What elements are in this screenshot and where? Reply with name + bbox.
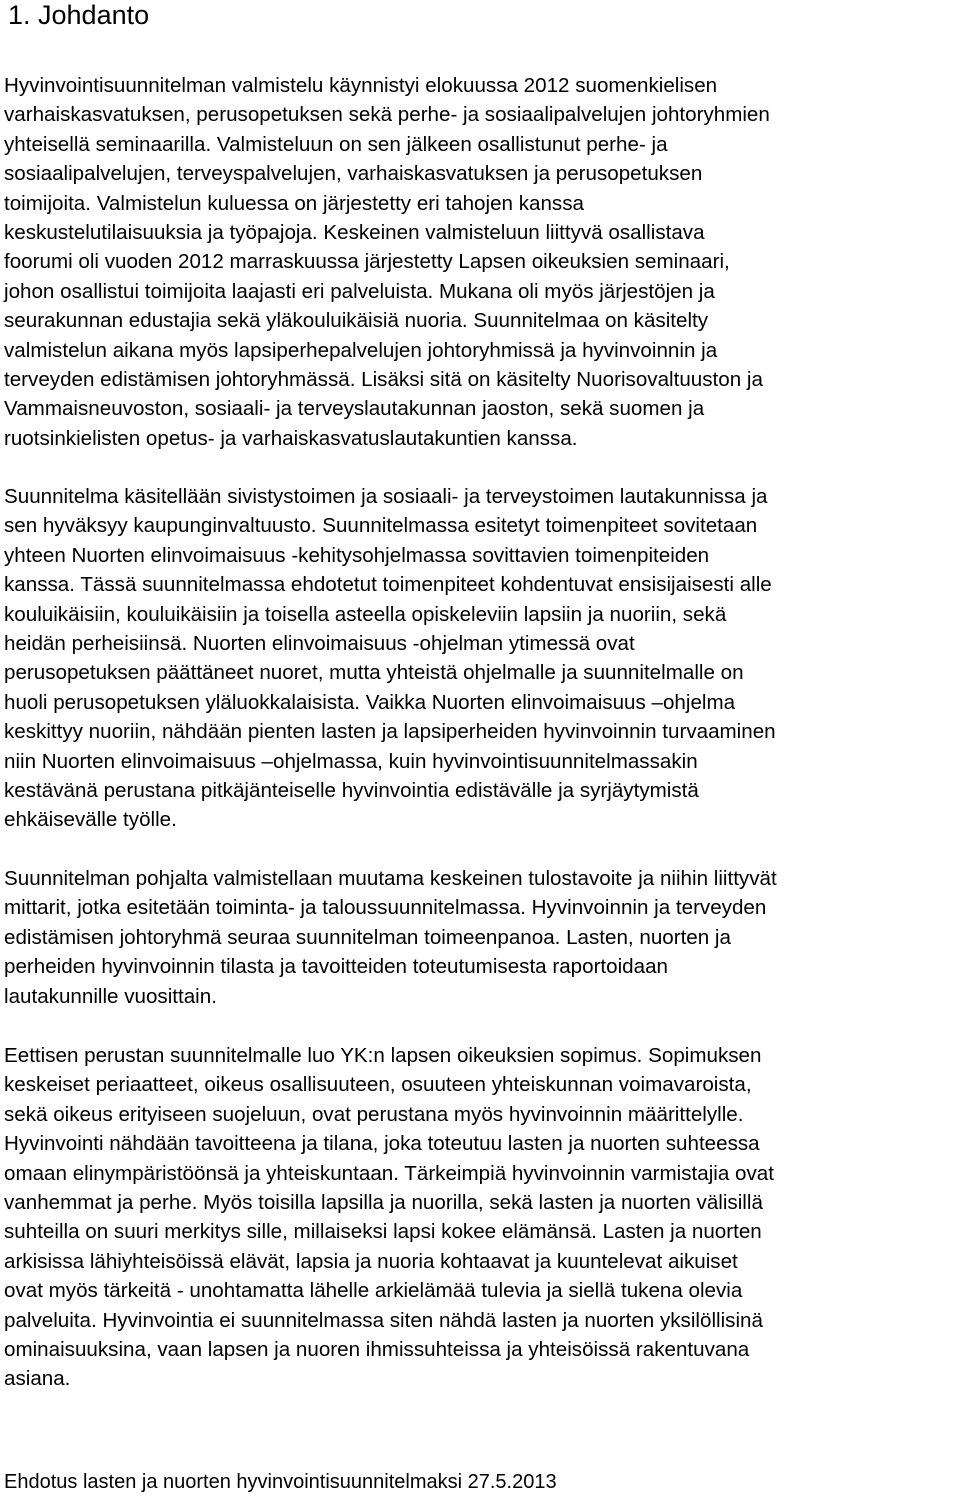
- text-line: vanhemmat ja perhe. Myös toisilla lapsilla ja nuorilla, sekä lasten ja nuorten välisillä: [4, 1191, 763, 1215]
- text-line: ominaisuuksina, vaan lapsen ja nuoren ihmissuhteissa ja yhteisöissä rakentuvana: [4, 1338, 750, 1362]
- text-line: heidän perheisiinsä. Nuorten elinvoimaisuus -ohjelman ytimessä ovat: [4, 632, 635, 656]
- text-line: toimijoita. Valmistelun kuluessa on järjestetty eri tahojen kanssa: [4, 191, 584, 215]
- text-line: varhaiskasvatuksen, perusopetuksen sekä perhe- ja sosiaalipalvelujen johtoryhmien: [4, 103, 770, 127]
- text-line: keskeiset periaatteet, oikeus osallisuuteen, osuuteen yhteiskunnan voimavaroista,: [4, 1073, 752, 1097]
- text-line: kanssa. Tässä suunnitelmassa ehdotetut toimenpiteet kohdentuvat ensisijaisesti alle: [4, 573, 772, 597]
- text-line: asiana.: [4, 1367, 71, 1391]
- text-line: terveyden edistämisen johtoryhmässä. Lisäksi sitä on käsitelty Nuorisovaltuuston ja: [4, 368, 763, 392]
- text-line: Eettisen perustan suunnitelmalle luo YK:n lapsen oikeuksien sopimus. Sopimuksen: [4, 1044, 762, 1067]
- paragraph-1: [4, 71, 956, 453]
- paragraph-4: [4, 1041, 956, 1394]
- text-line: sekä oikeus erityiseen suojeluun, ovat perustana myös hyvinvoinnin määrittelylle.: [4, 1102, 744, 1126]
- text-line: lautakunnille vuosittain.: [4, 984, 217, 1008]
- text-line: yhteen Nuorten elinvoimaisuus -kehitysohjelmassa sovittavien toimenpiteiden: [4, 543, 710, 567]
- text-line: keskittyy nuoriin, nähdään pienten lasten ja lapsiperheiden hyvinvoinnin turvaaminen: [4, 720, 776, 744]
- section-heading: 1. Johdanto: [8, 0, 150, 30]
- text-line: valmistelun aikana myös lapsiperhepalvelujen johtoryhmissä ja hyvinvoinnin ja: [4, 338, 718, 362]
- text-line: ovat myös tärkeitä - unohtamatta lähelle arkielämää tulevia ja siellä tukena olevia: [4, 1279, 743, 1303]
- text-line: ehkäisevälle työlle.: [4, 808, 177, 832]
- text-line: foorumi oli vuoden 2012 marraskuussa järjestetty Lapsen oikeuksien seminaari,: [4, 250, 730, 274]
- text-line: johon osallistui toimijoita laajasti eri palveluista. Mukana oli myös järjestöjen ja: [4, 279, 715, 303]
- text-line: palveluita. Hyvinvointia ei suunnitelmassa siten nähdä lasten ja nuorten yksilöllisinä: [4, 1308, 763, 1332]
- text-line: niin Nuorten elinvoimaisuus –ohjelmassa, kuin hyvinvointisuunnitelmassakin: [4, 749, 698, 773]
- text-line: suhteilla on suuri merkitys sille, millaiseksi lapsi kokee elämänsä. Lasten ja nuorten: [4, 1220, 762, 1244]
- paragraph-2: [4, 482, 956, 835]
- text-line: sen hyväksyy kaupunginvaltuusto. Suunnitelmassa esitetyt toimenpiteet sovitetaan: [4, 514, 758, 538]
- paragraph-3: [4, 864, 956, 1011]
- text-line: huoli perusopetuksen yläluokkalaisista. Vaikka Nuorten elinvoimaisuus –ohjelma: [4, 690, 736, 714]
- text-line: mittarit, jotka esitetään toiminta- ja taloussuunnitelmassa. Hyvinvoinnin ja terveyden: [4, 896, 767, 920]
- text-line: seurakunnan edustajia sekä yläkouluikäisiä nuoria. Suunnitelmaa on käsitelty: [4, 309, 709, 333]
- text-line: Vammaisneuvoston, sosiaali- ja terveyslautakunnan jaoston, sekä suomen ja: [4, 397, 705, 421]
- text-line: perusopetuksen päättäneet nuoret, mutta yhteistä ohjelmalle ja suunnitelmalle on: [4, 661, 744, 685]
- text-line: ruotsinkielisten opetus- ja varhaiskasvatuslautakuntien kanssa.: [4, 426, 578, 450]
- text-line: yhteisellä seminaarilla. Valmisteluun on sen jälkeen osallistunut perhe- ja: [4, 132, 668, 156]
- text-line: kestävänä perustana pitkäjänteiselle hyvinvointia edistävälle ja syrjäytymistä: [4, 779, 699, 803]
- page-footer: Ehdotus lasten ja nuorten hyvinvointisuunnitelmaksi 27.5.2013: [4, 1471, 557, 1493]
- text-line: kouluikäisiin, kouluikäisiin ja toisella asteella opiskeleviin lapsiin ja nuoriin, sekä: [4, 602, 727, 626]
- text-line: perheiden hyvinvoinnin tilasta ja tavoitteiden toteutumisesta raportoidaan: [4, 955, 668, 979]
- text-line: edistämisen johtoryhmä seuraa suunnitelman toimeenpanoa. Lasten, nuorten ja: [4, 925, 731, 949]
- text-line: Suunnitelman pohjalta valmistellaan muutama keskeinen tulostavoite ja niihin liittyvät: [4, 867, 777, 890]
- text-line: omaan elinympäristöönsä ja yhteiskuntaan. Tärkeimpiä hyvinvoinnin varmistajia ovat: [4, 1161, 774, 1185]
- text-line: Hyvinvointisuunnitelman valmistelu käynnistyi elokuussa 2012 suomenkielisen: [4, 74, 718, 97]
- text-line: keskustelutilaisuuksia ja työpajoja. Keskeinen valmisteluun liittyvä osallistava: [4, 221, 705, 245]
- text-line: Suunnitelma käsitellään sivistystoimen ja sosiaali- ja terveystoimen lautakunnissa ja: [4, 485, 768, 508]
- text-line: Hyvinvointi nähdään tavoitteena ja tilana, joka toteutuu lasten ja nuorten suhteessa: [4, 1132, 760, 1156]
- text-line: sosiaalipalvelujen, terveyspalvelujen, varhaiskasvatuksen ja perusopetuksen: [4, 162, 703, 186]
- text-line: arkisissa lähiyhteisöissä elävät, lapsia ja nuoria kohtaavat ja kuuntelevat aikuiset: [4, 1249, 738, 1273]
